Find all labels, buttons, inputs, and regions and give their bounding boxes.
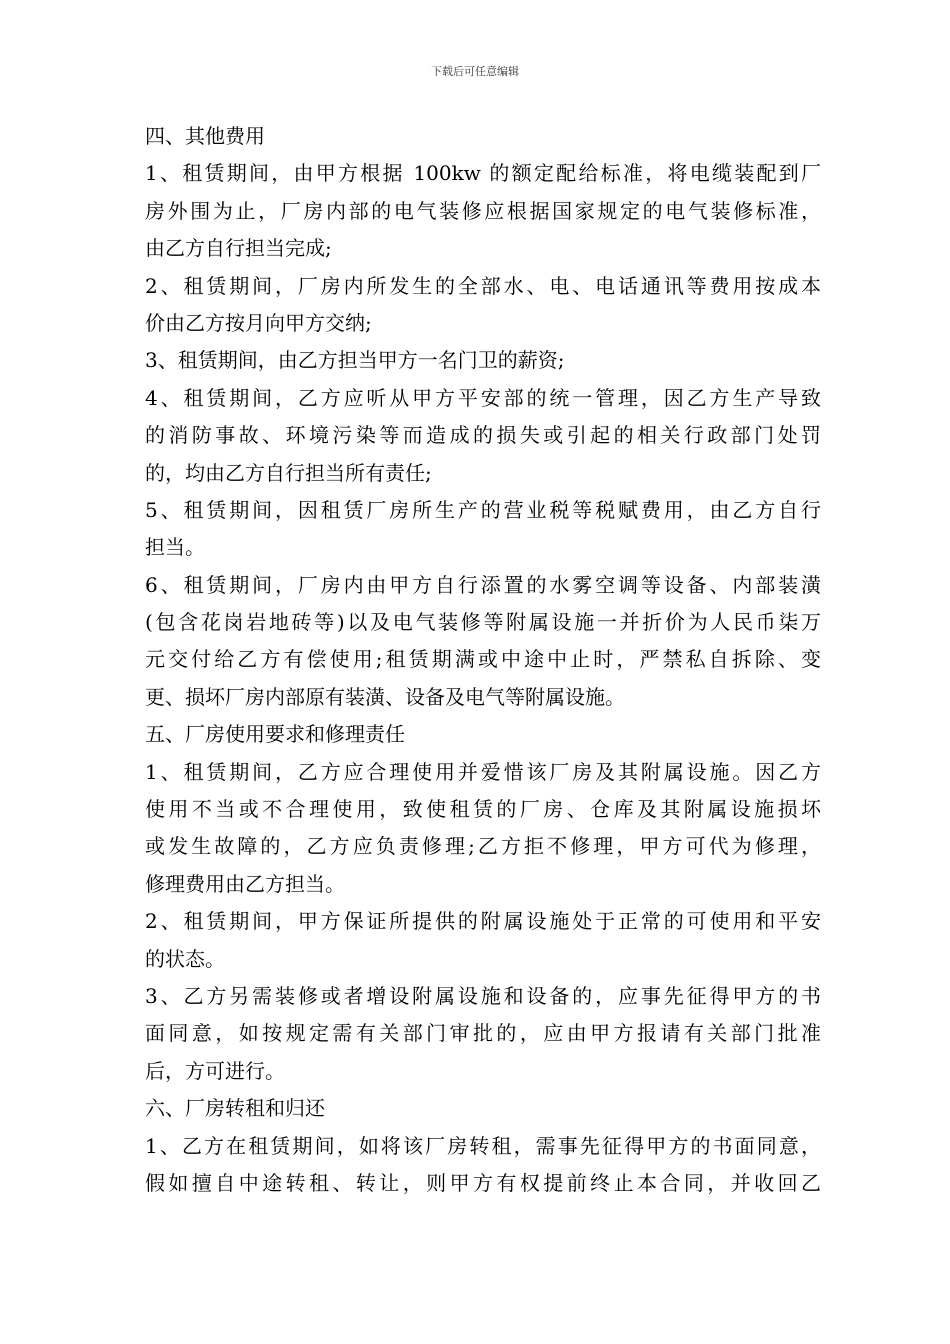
text-line: 的消防事故、环境污染等而造成的损失或引起的相关行政部门处罚 [145,423,821,448]
text-line: 1、租赁期间，乙方应合理使用并爱惜该厂房及其附属设施。因乙方 [145,759,821,784]
text-line: 2、租赁期间，厂房内所发生的全部水、电、电话通讯等费用按成本 [145,273,821,298]
text-line: 4、租赁期间，乙方应听从甲方平安部的统一管理，因乙方生产导致 [145,385,821,410]
text-line: 2、租赁期间，甲方保证所提供的附属设施处于正常的可使用和平安 [145,909,821,934]
text-line: 房外围为止，厂房内部的电气装修应根据国家规定的电气装修标准， [145,198,821,223]
text-line: 1、乙方在租赁期间，如将该厂房转租，需事先征得甲方的书面同意， [145,1133,821,1158]
text-line: 的状态。 [145,946,225,971]
text-line: 面同意，如按规定需有关部门审批的，应由甲方报请有关部门批准 [145,1021,821,1046]
text-line: 元交付给乙方有偿使用;租赁期满或中途中止时，严禁私自拆除、变 [145,647,821,672]
text-line: 或发生故障的，乙方应负责修理;乙方拒不修理，甲方可代为修理， [145,834,821,859]
text-line: 3、乙方另需装修或者增设附属设施和设备的，应事先征得甲方的书 [145,983,821,1008]
text-line: 四、其他费用 [145,124,265,148]
text-line: 担当。 [145,535,205,560]
text-line: 3、租赁期间，由乙方担当甲方一名门卫的薪资; [145,348,565,373]
text-line: (包含花岗岩地砖等)以及电气装修等附属设施一并折价为人民币柒万 [145,610,821,635]
text-line: 五、厂房使用要求和修理责任 [145,722,405,747]
text-line: 更、损坏厂房内部原有装潢、设备及电气等附属设施。 [145,684,625,709]
text-line: 修理费用由乙方担当。 [145,871,345,896]
text-line: 由乙方自行担当完成; [145,236,332,261]
text-line: 1、租赁期间，由甲方根据 100kw 的额定配给标准，将电缆装配到厂 [145,161,821,186]
text-line: 假如擅自中途转租、转让，则甲方有权提前终止本合同，并收回乙 [145,1170,821,1195]
text-line: 后，方可进行。 [145,1058,285,1083]
text-line: 六、厂房转租和归还 [145,1096,325,1121]
page-header: 下载后可任意编辑 [431,65,519,78]
text-line: 价由乙方按月向甲方交纳; [145,310,372,335]
text-line: 使用不当或不合理使用，致使租赁的厂房、仓库及其附属设施损坏 [145,797,821,822]
document-body [145,118,821,1202]
text-line: 6、租赁期间，厂房内由甲方自行添置的水雾空调等设备、内部装潢 [145,572,821,597]
text-line: 5、租赁期间，因租赁厂房所生产的营业税等税赋费用，由乙方自行 [145,497,821,522]
text-line: 的，均由乙方自行担当所有责任; [145,460,432,485]
